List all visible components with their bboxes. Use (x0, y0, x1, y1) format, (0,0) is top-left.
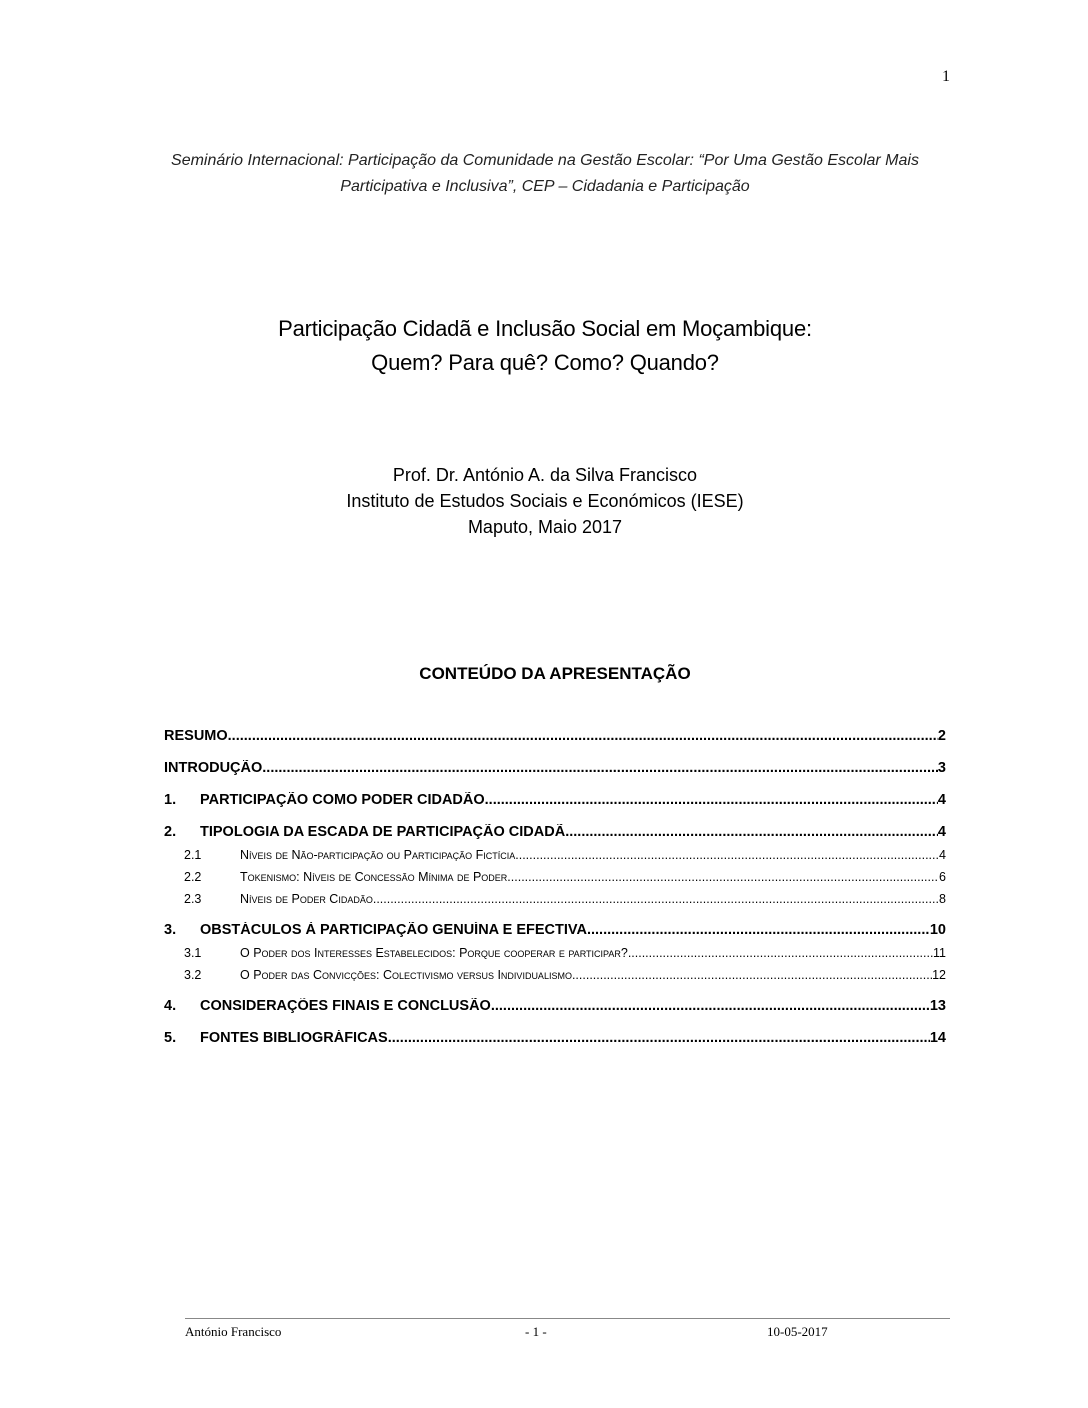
toc-entry-title: PARTICIPAÇÃO COMO PODER CIDADÃO (200, 792, 485, 808)
toc-entry-number: 5. (164, 1030, 177, 1046)
toc-subentry[interactable] (164, 892, 946, 914)
toc-entry-number: 2.2 (184, 870, 202, 884)
toc-leader (491, 998, 930, 1014)
author-block (160, 462, 930, 540)
toc-subentry[interactable] (164, 946, 946, 968)
toc-leader (485, 792, 938, 808)
toc-leader (507, 870, 939, 884)
toc-leader (572, 968, 932, 982)
footer-page-number: - 1 - (525, 1324, 547, 1339)
seminar-line-1: Seminário Internacional: Participação da Comunidade na Gestão Escolar: “Por Uma Gestão Escolar Mais (171, 152, 919, 169)
toc-entry-title: O Poder das Convicções: Colectivismo versus Individualismo (240, 968, 572, 982)
toc-entry[interactable] (164, 824, 946, 848)
toc-entry[interactable] (164, 792, 946, 816)
toc-leader (262, 760, 938, 776)
toc-heading: CONTEÚDO DA APRESENTAÇÃO (419, 664, 691, 683)
table-of-contents (164, 728, 946, 1054)
toc-entry-title: O Poder dos Interesses Estabelecidos: Porque cooperar e participar? (240, 946, 628, 960)
title-line-2: Quem? Para quê? Como? Quando? (371, 350, 719, 375)
toc-entry-title: FONTES BIBLIOGRÁFICAS (200, 1030, 388, 1046)
footer-divider (185, 1318, 950, 1319)
toc-entry-page: 2 (937, 728, 946, 744)
toc-entry-number: 3. (164, 922, 177, 938)
toc-entry[interactable] (164, 760, 946, 784)
toc-leader (628, 946, 933, 960)
toc-entry-page: 14 (929, 1030, 946, 1046)
toc-entry-title: INTRODUÇÃO (164, 760, 263, 776)
toc-entry[interactable] (164, 1030, 946, 1054)
toc-entry[interactable] (164, 728, 946, 752)
toc-entry-number: 3.2 (184, 968, 202, 982)
toc-entry-page: 6 (939, 870, 946, 884)
toc-entry-page: 4 (939, 848, 946, 862)
toc-leader (228, 728, 938, 744)
toc-entry-page: 11 (933, 946, 946, 960)
author-name: Prof. Dr. António A. da Silva Francisco (392, 465, 698, 485)
footer-date: 10-05-2017 (767, 1324, 828, 1339)
toc-entry-title: Tokenismo: Níveis de Concessão Mínima de Poder (240, 870, 508, 884)
toc-entry[interactable] (164, 922, 946, 946)
page-number: 1 (942, 68, 950, 85)
toc-leader (373, 892, 939, 906)
toc-leader (565, 824, 938, 840)
toc-entry-page: 4 (937, 792, 946, 808)
toc-leader (515, 848, 939, 862)
toc-entry-number: 2. (164, 824, 177, 840)
toc-entry-title: RESUMO (164, 728, 228, 744)
seminar-header (160, 148, 930, 200)
toc-leader (388, 1030, 930, 1046)
toc-entry-page: 4 (937, 824, 946, 840)
title-line-1: Participação Cidadã e Inclusão Social em Moçambique: (278, 316, 812, 341)
seminar-line-2: Participativa e Inclusiva”, CEP – Cidadania e Participação (340, 178, 750, 195)
document-title (160, 312, 930, 380)
footer-author: António Francisco (185, 1324, 282, 1339)
toc-entry-page: 3 (937, 760, 946, 776)
toc-entry-number: 4. (164, 998, 177, 1014)
toc-entry-title: CONSIDERAÇÕES FINAIS E CONCLUSÃO (200, 998, 491, 1014)
toc-entry-number: 2.1 (184, 848, 202, 862)
toc-entry-number: 2.3 (184, 892, 202, 906)
toc-leader (587, 922, 930, 938)
toc-entry-title: Níveis de Não-participação ou Participação Fictícia (240, 848, 516, 862)
toc-entry-number: 3.1 (184, 946, 202, 960)
toc-subentry[interactable] (164, 968, 946, 990)
toc-entry[interactable] (164, 998, 946, 1022)
toc-entry-page: 10 (929, 922, 946, 938)
toc-subentry[interactable] (164, 848, 946, 870)
author-institution: Instituto de Estudos Sociais e Económicos (IESE) (346, 491, 744, 511)
toc-entry-page: 13 (929, 998, 946, 1014)
toc-entry-number: 1. (164, 792, 177, 808)
toc-subentry[interactable] (164, 870, 946, 892)
toc-entry-page: 8 (939, 892, 946, 906)
author-place-date: Maputo, Maio 2017 (467, 517, 623, 537)
toc-entry-title: TIPOLOGIA DA ESCADA DE PARTICIPAÇÃO CIDADÃ (200, 824, 566, 840)
toc-entry-page: 12 (932, 968, 946, 982)
toc-entry-title: Níveis de Poder Cidadão (240, 892, 373, 906)
toc-entry-title: OBSTÁCULOS À PARTICIPAÇÃO GENUÍNA E EFECTIVA (200, 922, 587, 938)
